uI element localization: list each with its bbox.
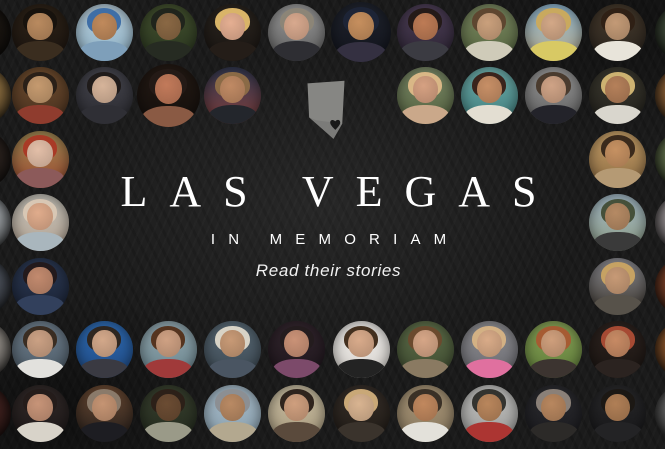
person-face (156, 13, 181, 40)
right-divider-line (483, 239, 549, 241)
portrait-photo[interactable] (461, 385, 518, 442)
portrait-photo[interactable] (461, 67, 518, 124)
portrait-photo[interactable] (525, 4, 582, 61)
portrait-photo[interactable] (525, 321, 582, 378)
portrait-photo[interactable] (397, 385, 454, 442)
person-face (477, 13, 502, 40)
person-face (27, 140, 52, 167)
person-face (413, 13, 438, 40)
person-face (348, 12, 374, 41)
person-torso (335, 42, 388, 62)
portrait-photo[interactable] (12, 4, 69, 61)
portrait-photo[interactable] (268, 4, 325, 61)
person-face (92, 13, 117, 40)
person-face (155, 74, 183, 104)
portrait-photo[interactable] (461, 4, 518, 61)
person-face (605, 330, 630, 357)
portrait-photo[interactable] (333, 321, 390, 378)
portrait-photo[interactable] (589, 4, 646, 61)
portrait-photo[interactable] (397, 4, 454, 61)
person-torso (336, 359, 386, 378)
person-torso (400, 41, 450, 60)
portrait-photo-partial[interactable] (655, 385, 665, 442)
person-face (156, 330, 181, 357)
portrait-photo[interactable] (76, 4, 133, 61)
person-face (27, 330, 52, 357)
portrait-photo[interactable] (397, 321, 454, 378)
person-torso (400, 422, 450, 441)
tagline: Read their stories (255, 261, 402, 280)
person-face (605, 140, 630, 167)
person-face (605, 13, 630, 40)
portrait-photo[interactable] (76, 321, 133, 378)
portrait-photo[interactable] (12, 67, 69, 124)
person-face (413, 394, 438, 421)
person-torso (336, 422, 386, 441)
person-face (413, 76, 438, 103)
person-face (605, 76, 630, 103)
person-torso (593, 422, 643, 441)
person-face (541, 394, 566, 421)
person-torso (208, 105, 258, 124)
person-torso (79, 422, 129, 441)
person-face (220, 394, 245, 421)
title-block (0, 167, 657, 281)
portrait-photo[interactable] (525, 385, 582, 442)
person-torso (272, 422, 322, 441)
portrait-photo[interactable] (137, 64, 200, 127)
portrait-photo-partial[interactable] (655, 321, 665, 378)
person-face (156, 394, 181, 421)
portrait-photo-partial[interactable] (0, 67, 11, 124)
person-torso (141, 106, 196, 127)
person-face (27, 394, 52, 421)
portrait-photo[interactable] (589, 321, 646, 378)
portrait-photo[interactable] (204, 321, 261, 378)
left-divider-line (108, 239, 174, 241)
person-torso (464, 359, 514, 378)
person-face (27, 76, 52, 103)
portrait-photo-partial[interactable] (655, 67, 665, 124)
person-face (541, 13, 566, 40)
person-torso (529, 41, 579, 60)
person-torso (400, 105, 450, 124)
person-face (284, 394, 309, 421)
person-torso (593, 359, 643, 378)
portrait-photo[interactable] (268, 321, 325, 378)
person-torso (272, 359, 322, 378)
person-torso (464, 422, 514, 441)
person-torso (208, 359, 258, 378)
person-torso (593, 105, 643, 124)
person-face (477, 76, 502, 103)
person-face (413, 330, 438, 357)
person-face (541, 76, 566, 103)
person-torso (79, 359, 129, 378)
person-torso (272, 41, 322, 60)
person-face (284, 13, 309, 40)
person-torso (400, 359, 450, 378)
person-face (477, 330, 502, 357)
person-face (220, 330, 245, 357)
portrait-photo-partial[interactable] (0, 385, 11, 442)
portrait-photo[interactable] (397, 67, 454, 124)
person-torso (15, 422, 65, 441)
portrait-photo[interactable] (140, 4, 197, 61)
person-face (605, 394, 630, 421)
person-face (27, 13, 52, 40)
person-face (348, 330, 373, 357)
portrait-photo[interactable] (333, 385, 390, 442)
person-torso (593, 41, 643, 60)
person-torso (15, 105, 65, 124)
portrait-photo[interactable] (461, 321, 518, 378)
person-torso (529, 422, 579, 441)
portrait-photo-partial[interactable] (0, 4, 11, 61)
person-torso (208, 41, 258, 60)
person-face (477, 394, 502, 421)
person-face (348, 394, 373, 421)
person-torso (15, 295, 65, 314)
subtitle-row (0, 231, 657, 248)
portrait-photo[interactable] (140, 385, 197, 442)
person-face (220, 76, 245, 103)
person-torso (79, 41, 129, 60)
portrait-photo[interactable] (12, 321, 69, 378)
person-torso (464, 105, 514, 124)
person-torso (529, 359, 579, 378)
nevada-state-icon (305, 80, 348, 141)
portrait-photo[interactable] (204, 385, 261, 442)
person-torso (15, 41, 65, 60)
person-torso (143, 41, 193, 60)
person-torso (15, 359, 65, 378)
portrait-photo[interactable] (204, 4, 261, 61)
portrait-photo-partial[interactable] (0, 321, 11, 378)
portrait-photo[interactable] (76, 385, 133, 442)
portrait-photo[interactable] (589, 385, 646, 442)
person-face (220, 13, 245, 40)
portrait-photo[interactable] (331, 2, 391, 62)
portrait-photo[interactable] (589, 67, 646, 124)
person-torso (593, 295, 643, 314)
portrait-photo[interactable] (268, 385, 325, 442)
person-torso (143, 359, 193, 378)
person-torso (464, 41, 514, 60)
portrait-photo[interactable] (204, 67, 261, 124)
portrait-photo[interactable] (525, 67, 582, 124)
person-torso (143, 422, 193, 441)
person-face (284, 330, 309, 357)
subtitle: IN MEMORIAM (210, 231, 460, 248)
person-torso (208, 422, 258, 441)
person-face (92, 394, 117, 421)
portrait-photo-partial[interactable] (655, 4, 665, 61)
person-torso (529, 105, 579, 124)
person-face (541, 330, 566, 357)
person-face (92, 76, 117, 103)
person-torso (79, 105, 129, 124)
page-title: LAS VEGAS (120, 167, 559, 216)
portrait-photo[interactable] (140, 321, 197, 378)
portrait-photo[interactable] (76, 67, 133, 124)
portrait-photo[interactable] (12, 385, 69, 442)
person-face (92, 330, 117, 357)
